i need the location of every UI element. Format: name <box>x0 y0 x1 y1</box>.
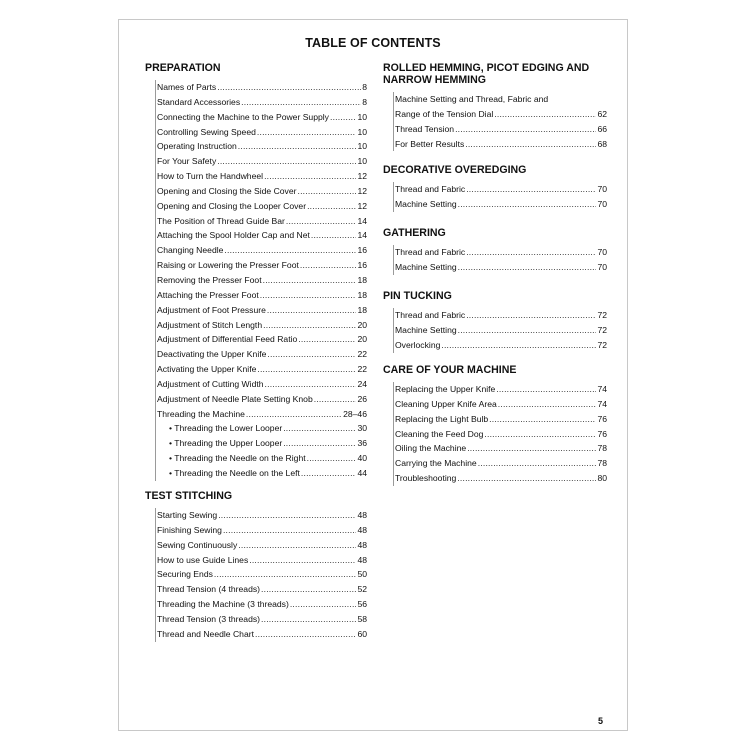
toc-entry-page: 10 <box>357 156 367 167</box>
toc-entry[interactable] <box>156 184 367 199</box>
toc-entry-label: Opening and Closing the Looper Cover <box>157 200 307 211</box>
toc-leader-dots <box>307 199 356 214</box>
toc-entry-label: Activating the Upper Knife <box>157 364 257 375</box>
toc-entry-label: Thread Tension (4 threads) <box>157 584 261 595</box>
toc-entry-label: Troubleshooting <box>395 473 457 484</box>
toc-entry[interactable] <box>156 597 367 612</box>
toc-entry-page: 40 <box>357 453 367 464</box>
toc-leader-dots <box>257 125 357 140</box>
toc-entry-label: Machine Setting and Thread, Fabric and <box>395 94 549 104</box>
toc-entry[interactable] <box>156 214 367 229</box>
toc-leader-dots <box>214 567 357 582</box>
toc-entry-label: For Better Results <box>395 138 465 149</box>
toc-entry-page: 68 <box>597 138 607 149</box>
toc-entry[interactable] <box>394 323 607 338</box>
toc-entry[interactable] <box>156 288 367 303</box>
toc-leader-dots <box>218 508 356 523</box>
toc-entry-page: 70 <box>597 261 607 272</box>
toc-entry-label: Cleaning the Feed Dog <box>395 428 484 439</box>
toc-entry-page: 22 <box>357 364 367 375</box>
toc-entry-page: 28–46 <box>343 408 367 419</box>
toc-entry-label: Machine Setting <box>395 261 457 272</box>
toc-entry-label: Adjustment of Cutting Width <box>157 378 264 389</box>
toc-entry-page: 16 <box>357 260 367 271</box>
toc-leader-dots <box>265 377 357 392</box>
toc-entry[interactable] <box>394 197 607 212</box>
toc-section <box>383 62 607 151</box>
toc-leader-dots <box>478 456 597 471</box>
toc-entry-page: 18 <box>357 289 367 300</box>
toc-entry-label: Connecting the Machine to the Power Supply <box>157 111 329 122</box>
toc-leader-dots <box>255 627 356 642</box>
toc-section <box>145 490 367 642</box>
toc-leader-dots <box>457 471 596 486</box>
toc-entry-page: 8 <box>362 82 367 92</box>
toc-entry-page: 48 <box>357 554 367 565</box>
page-title: TABLE OF CONTENTS <box>305 36 441 50</box>
toc-entry-page: 20 <box>357 319 367 330</box>
toc-entry-page: 56 <box>357 599 367 610</box>
toc-leader-dots <box>283 436 356 451</box>
toc-entry-label: Replacing the Light Bulb <box>395 413 489 424</box>
toc-entry[interactable] <box>394 382 607 397</box>
toc-entry[interactable] <box>156 228 367 243</box>
toc-leader-dots <box>263 273 357 288</box>
toc-leader-dots <box>314 392 357 407</box>
toc-entry-page: 72 <box>597 339 607 350</box>
toc-entry[interactable] <box>156 377 367 392</box>
toc-entry-label: Securing Ends <box>157 569 213 580</box>
toc-leader-dots <box>465 137 596 152</box>
toc-section-heading: CARE OF YOUR MACHINE <box>383 364 517 376</box>
toc-entry[interactable] <box>156 169 367 184</box>
toc-entry-label: Threading the Machine (3 threads) <box>157 599 289 610</box>
toc-entry-label: Attaching the Spool Holder Cap and Net <box>157 230 310 241</box>
toc-entry-page: 10 <box>357 126 367 137</box>
toc-entry-page: 22 <box>357 349 367 360</box>
toc-entry-page: 18 <box>357 304 367 315</box>
toc-entry-page: 78 <box>597 458 607 469</box>
toc-entry[interactable] <box>156 466 367 481</box>
toc-entry[interactable] <box>156 347 367 362</box>
toc-section <box>383 164 607 212</box>
toc-leader-dots <box>217 154 356 169</box>
toc-entry-list <box>393 182 607 212</box>
toc-entry-page: 12 <box>357 171 367 182</box>
toc-leader-dots <box>263 318 356 333</box>
toc-entry[interactable] <box>394 107 607 122</box>
toc-entry-label: • Threading the Lower Looper <box>169 423 283 434</box>
toc-entry-label: Replacing the Upper Knife <box>395 384 496 394</box>
toc-entry[interactable] <box>156 273 367 288</box>
toc-entry[interactable] <box>394 397 607 412</box>
toc-entry-label: Operating Instruction <box>157 141 237 152</box>
toc-entry-label: The Position of Thread Guide Bar <box>157 215 285 226</box>
toc-entry-label: Thread and Fabric <box>395 184 466 194</box>
toc-entry[interactable] <box>394 471 607 486</box>
toc-leader-dots <box>441 338 596 353</box>
toc-entry-page: 48 <box>357 524 367 535</box>
toc-entry-label: Attaching the Presser Foot <box>157 289 259 300</box>
toc-entry-list <box>155 80 367 481</box>
toc-entry-page: 72 <box>597 324 607 335</box>
toc-entry-label: Thread and Needle Chart <box>157 628 254 639</box>
toc-entry-label: Finishing Sewing <box>157 524 222 535</box>
toc-entry-page: 12 <box>357 185 367 196</box>
toc-entry[interactable] <box>156 451 367 466</box>
toc-leader-dots <box>484 427 596 442</box>
toc-entry-label: Changing Needle <box>157 245 224 256</box>
toc-entry-label: Removing the Presser Foot <box>157 274 262 285</box>
toc-section-heading: PIN TUCKING <box>383 290 452 302</box>
toc-entry[interactable] <box>394 245 607 260</box>
toc-leader-dots <box>290 597 357 612</box>
toc-entry-page: 66 <box>597 123 607 134</box>
toc-entry[interactable] <box>394 412 607 427</box>
toc-entry-page: 14 <box>357 215 367 226</box>
toc-leader-dots <box>267 347 356 362</box>
toc-entry-page: 12 <box>357 200 367 211</box>
toc-entry-list <box>393 245 607 275</box>
toc-leader-dots <box>238 538 356 553</box>
toc-leader-dots <box>498 397 597 412</box>
toc-leader-dots <box>246 407 342 422</box>
toc-entry-page: 20 <box>357 334 367 345</box>
toc-leader-dots <box>267 303 357 318</box>
toc-entry-label: For Your Safety <box>157 156 217 167</box>
toc-entry[interactable] <box>394 308 607 323</box>
toc-entry-label: Thread Tension <box>395 123 455 134</box>
toc-leader-dots <box>241 95 361 110</box>
toc-entry[interactable] <box>394 92 607 107</box>
toc-entry-list <box>393 92 607 151</box>
toc-entry[interactable] <box>156 612 367 627</box>
toc-entry[interactable] <box>156 523 367 538</box>
toc-leader-dots <box>458 260 597 275</box>
toc-section-heading: PREPARATION <box>145 62 221 74</box>
toc-entry-page: 52 <box>357 584 367 595</box>
toc-leader-dots <box>496 382 596 397</box>
toc-entry-page: 58 <box>357 613 367 624</box>
toc-section-heading: ROLLED HEMMING, PICOT EDGING AND NARROW HEMMING <box>383 62 590 86</box>
toc-entry-label: Range of the Tension Dial <box>395 108 494 119</box>
toc-leader-dots <box>467 441 596 456</box>
toc-section <box>145 62 367 481</box>
toc-entry-page: 74 <box>597 384 607 394</box>
toc-entry[interactable] <box>394 182 607 197</box>
toc-entry-page: 30 <box>357 423 367 434</box>
toc-entry-page: 78 <box>597 443 607 454</box>
toc-leader-dots <box>264 169 356 184</box>
toc-leader-dots <box>261 612 356 627</box>
toc-entry-label: Sewing Continuously <box>157 539 238 550</box>
toc-entry[interactable] <box>156 567 367 582</box>
toc-entry-label: Threading the Machine <box>157 408 245 419</box>
toc-section <box>383 227 607 275</box>
toc-entry-label: Adjustment of Needle Plate Setting Knob <box>157 393 313 404</box>
toc-leader-dots <box>257 362 356 377</box>
toc-entry-label: Controlling Sewing Speed <box>157 126 256 137</box>
toc-leader-dots <box>301 466 357 481</box>
toc-entry-label: Carrying the Machine <box>395 458 477 469</box>
toc-entry-page: 18 <box>357 274 367 285</box>
toc-entry-label: Standard Accessories <box>157 96 241 107</box>
toc-section <box>383 364 607 486</box>
toc-leader-dots <box>283 421 356 436</box>
toc-entry[interactable] <box>156 421 367 436</box>
toc-entry-page: 72 <box>597 310 607 320</box>
toc-entry[interactable] <box>394 122 607 137</box>
toc-section-heading: GATHERING <box>383 227 446 239</box>
toc-leader-dots <box>238 139 357 154</box>
toc-leader-dots <box>466 308 596 323</box>
toc-section-heading: DECORATIVE OVEREDGING <box>383 164 527 176</box>
toc-leader-dots <box>494 107 596 122</box>
toc-entry[interactable] <box>394 441 607 456</box>
toc-entry[interactable] <box>394 456 607 471</box>
toc-entry-list <box>393 382 607 486</box>
toc-leader-dots <box>260 288 357 303</box>
toc-leader-dots <box>224 243 356 258</box>
toc-entry-page: 10 <box>357 111 367 122</box>
toc-entry-page: 44 <box>357 467 367 478</box>
toc-leader-dots <box>300 258 357 273</box>
toc-entry-label: Opening and Closing the Side Cover <box>157 185 297 196</box>
toc-entry[interactable] <box>156 553 367 568</box>
toc-leader-dots <box>466 182 596 197</box>
toc-entry-label: Thread Tension (3 threads) <box>157 613 261 624</box>
toc-leader-dots <box>311 228 357 243</box>
toc-entry[interactable] <box>156 243 367 258</box>
toc-entry-label: Overlocking <box>395 339 441 350</box>
toc-leader-dots <box>223 523 356 538</box>
toc-entry-label: Cleaning Upper Knife Area <box>395 398 497 409</box>
page-number: 5 <box>598 716 604 726</box>
toc-entry[interactable] <box>156 582 367 597</box>
toc-entry-label: How to use Guide Lines <box>157 554 249 565</box>
toc-leader-dots <box>330 110 356 125</box>
toc-entry[interactable] <box>156 318 367 333</box>
toc-leader-dots <box>217 80 361 95</box>
toc-entry[interactable] <box>156 80 367 95</box>
toc-entry-page: 70 <box>597 247 607 257</box>
toc-entry-label: Raising or Lowering the Presser Foot <box>157 260 299 271</box>
toc-entry-page: 48 <box>357 539 367 550</box>
toc-entry-page: 36 <box>357 438 367 449</box>
toc-entry[interactable] <box>394 137 607 152</box>
toc-leader-dots <box>307 451 357 466</box>
toc-entry[interactable] <box>156 508 367 523</box>
toc-entry-label: Adjustment of Differential Feed Ratio <box>157 334 298 345</box>
toc-entry[interactable] <box>156 199 367 214</box>
toc-entry-list <box>393 308 607 353</box>
toc-entry[interactable] <box>156 407 367 422</box>
toc-entry-label: Adjustment of Stitch Length <box>157 319 263 330</box>
toc-entry-label: How to Turn the Handwheel <box>157 171 264 182</box>
toc-entry[interactable] <box>156 303 367 318</box>
toc-entry-label: • Threading the Needle on the Left <box>169 467 300 478</box>
toc-entry[interactable] <box>156 110 367 125</box>
toc-entry-label: • Threading the Needle on the Right <box>169 453 306 464</box>
toc-entry-page: 76 <box>597 413 607 424</box>
toc-leader-dots <box>298 332 356 347</box>
toc-leader-dots <box>458 323 597 338</box>
toc-entry-page: 70 <box>597 184 607 194</box>
toc-entry-label: Deactivating the Upper Knife <box>157 349 267 360</box>
toc-entry-page: 70 <box>597 198 607 209</box>
toc-leader-dots <box>249 553 356 568</box>
toc-entry-label: Machine Setting <box>395 324 457 335</box>
toc-entry[interactable] <box>156 332 367 347</box>
toc-entry-page: 14 <box>357 230 367 241</box>
toc-entry[interactable] <box>394 427 607 442</box>
toc-entry-label: Thread and Fabric <box>395 247 466 257</box>
toc-entry-label: Oiling the Machine <box>395 443 467 454</box>
toc-entry-label: Starting Sewing <box>157 510 218 520</box>
toc-leader-dots <box>489 412 596 427</box>
toc-entry-page: 76 <box>597 428 607 439</box>
toc-leader-dots <box>298 184 357 199</box>
toc-entry[interactable] <box>394 260 607 275</box>
toc-entry[interactable] <box>156 538 367 553</box>
toc-section-heading: TEST STITCHING <box>145 490 233 502</box>
toc-entry[interactable] <box>156 627 367 642</box>
toc-leader-dots <box>261 582 356 597</box>
toc-entry-page: 62 <box>597 108 607 119</box>
toc-entry-page: 16 <box>357 245 367 256</box>
toc-entry[interactable] <box>156 392 367 407</box>
toc-entry-label: Names of Parts <box>157 82 217 92</box>
toc-section <box>383 290 607 353</box>
toc-entry[interactable] <box>156 154 367 169</box>
toc-entry-label: Machine Setting <box>395 198 457 209</box>
toc-entry[interactable] <box>394 338 607 353</box>
toc-leader-dots <box>458 197 597 212</box>
toc-entry-page: 80 <box>597 473 607 484</box>
toc-leader-dots <box>286 214 357 229</box>
toc-entry-page: 26 <box>357 393 367 404</box>
toc-entry-label: • Threading the Upper Looper <box>169 438 283 449</box>
toc-entry-page: 50 <box>357 569 367 580</box>
toc-entry-page: 8 <box>362 96 367 107</box>
toc-entry-page: 10 <box>357 141 367 152</box>
toc-entry-page: 74 <box>597 398 607 409</box>
toc-entry-page: 60 <box>357 628 367 639</box>
toc-entry-page: 24 <box>357 378 367 389</box>
toc-entry-page: 48 <box>357 510 367 520</box>
toc-leader-dots <box>455 122 596 137</box>
toc-entry[interactable] <box>156 95 367 110</box>
toc-entry-label: Thread and Fabric <box>395 310 466 320</box>
toc-entry[interactable] <box>156 125 367 140</box>
toc-entry[interactable] <box>156 436 367 451</box>
toc-entry[interactable] <box>156 258 367 273</box>
toc-entry-label: Adjustment of Foot Pressure <box>157 304 266 315</box>
toc-entry[interactable] <box>156 139 367 154</box>
toc-entry-list <box>155 508 367 642</box>
toc-entry[interactable] <box>156 362 367 377</box>
toc-leader-dots <box>466 245 596 260</box>
